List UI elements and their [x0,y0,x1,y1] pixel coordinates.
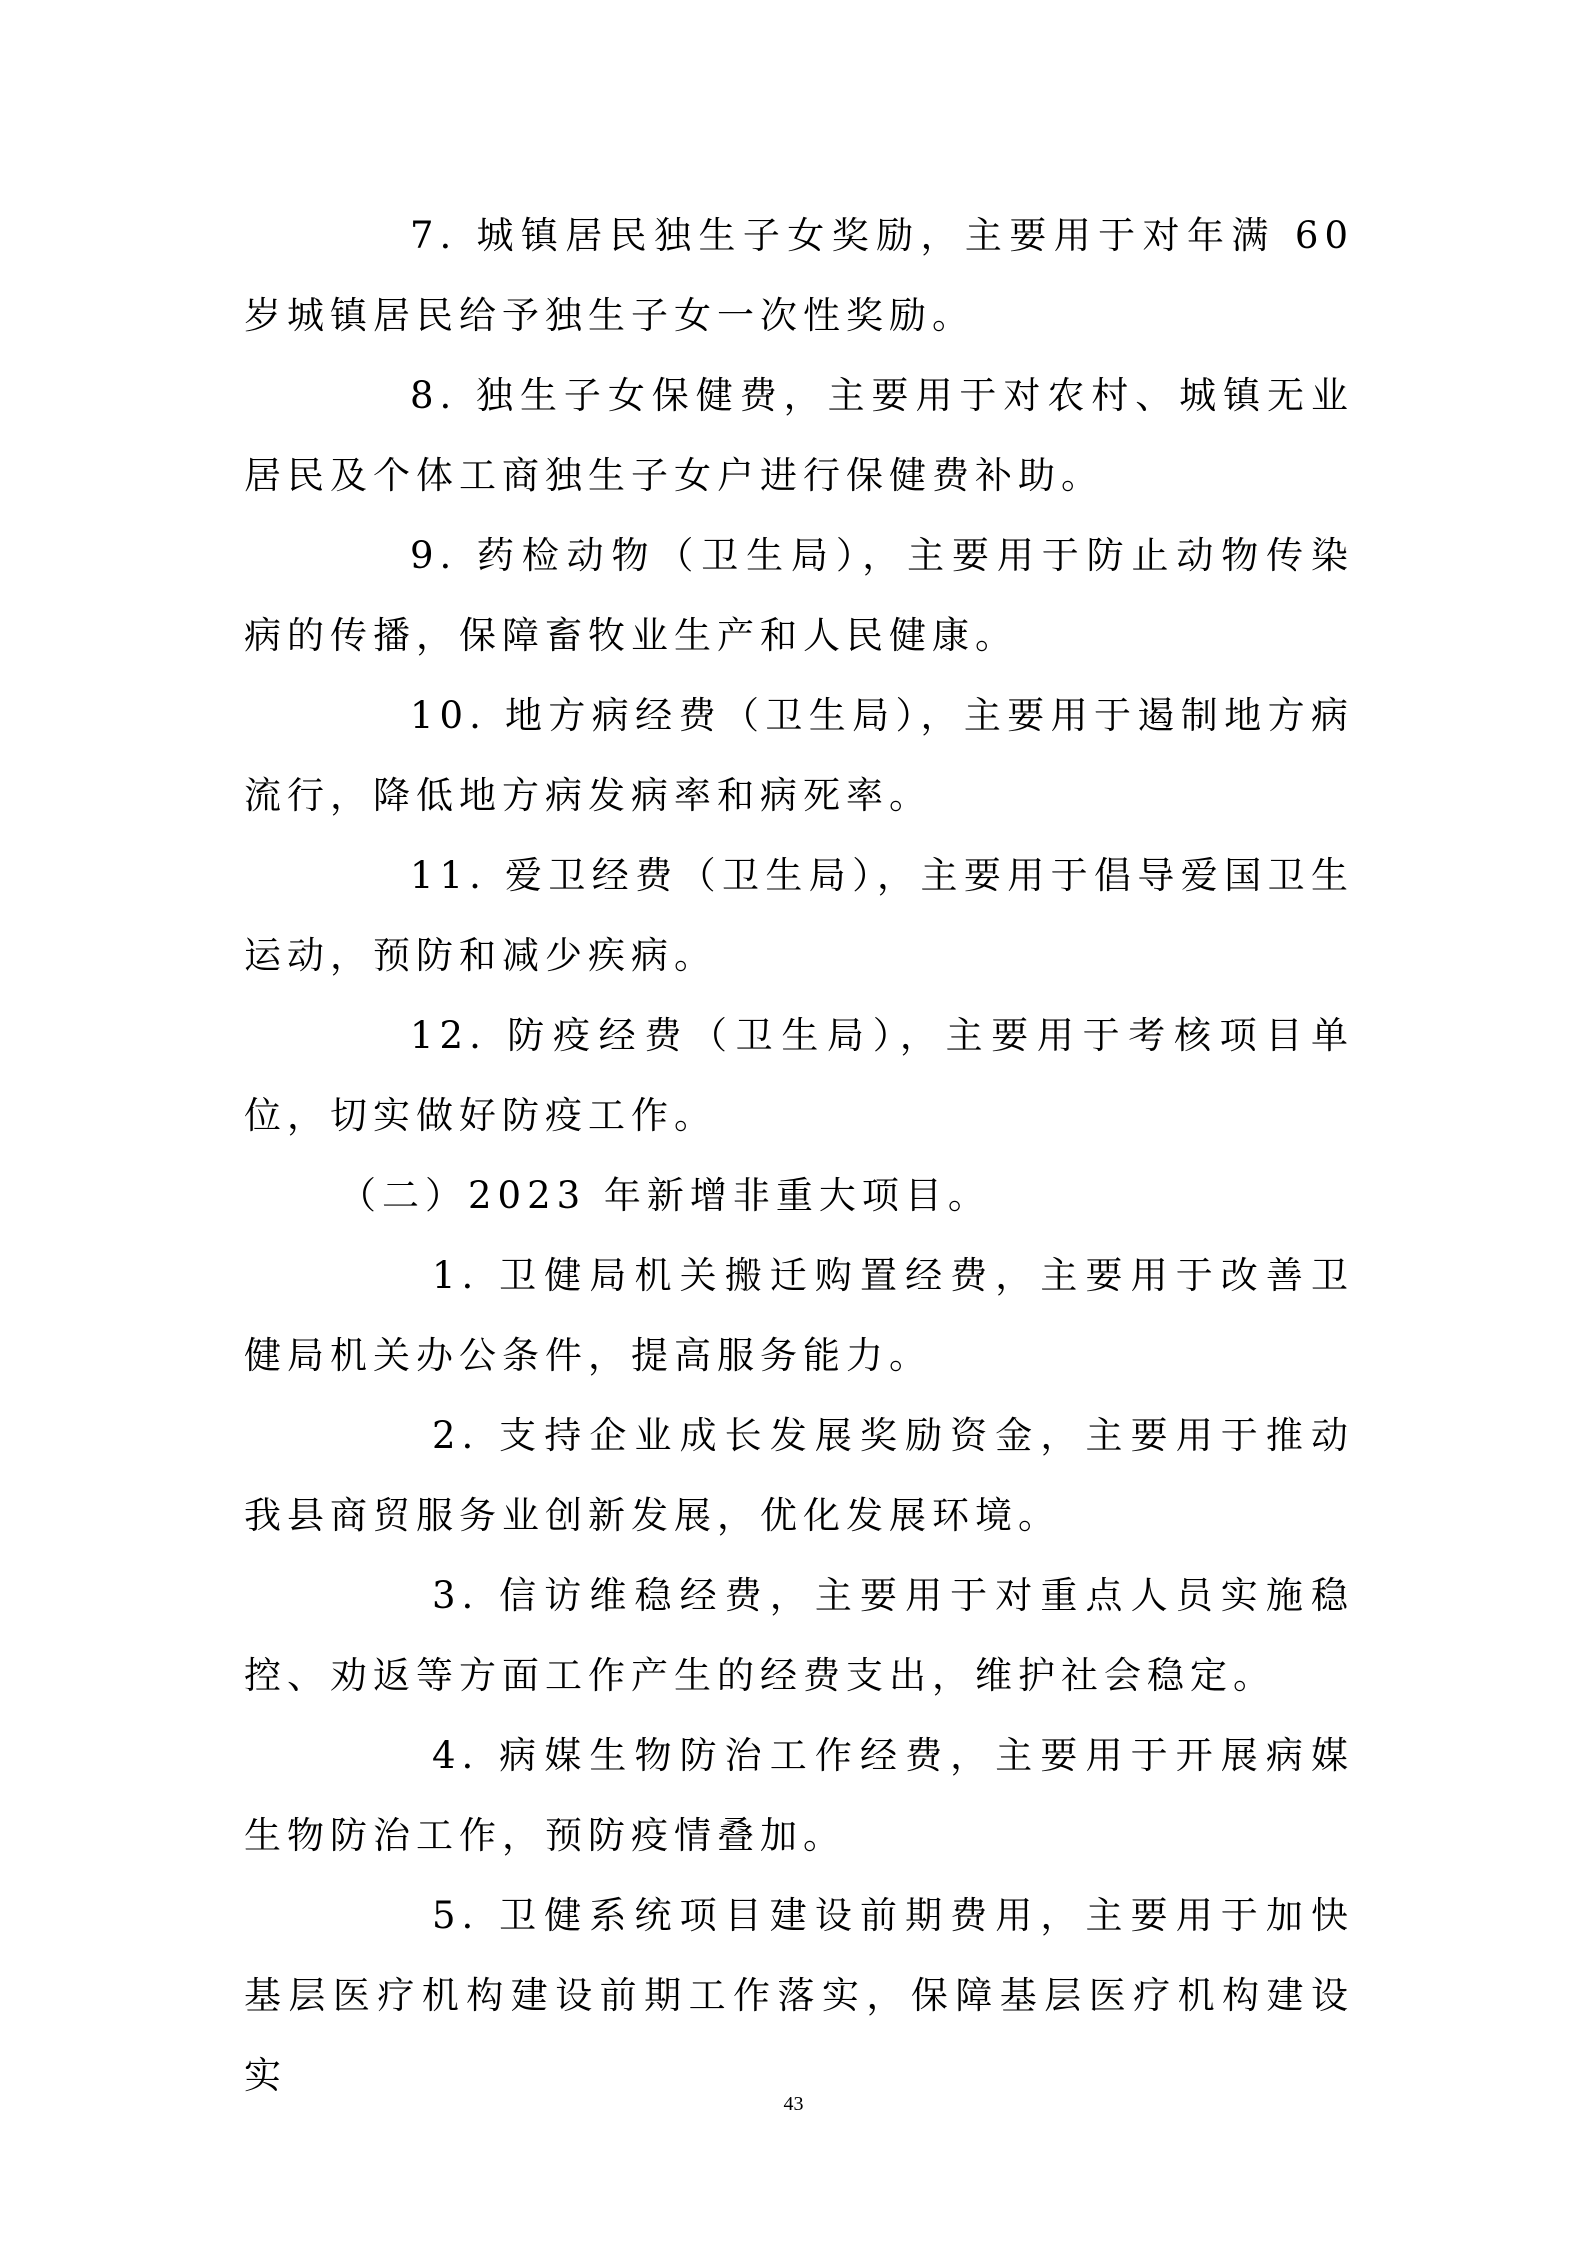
paragraph-new-item-2: 2. 支持企业成长发展奖励资金，主要用于推动我县商贸服务业创新发展，优化发展环境。 [244,1414,1354,1537]
paragraph-new-item-4: 4. 病媒生物防治工作经费，主要用于开展病媒生物防治工作，预防疫情叠加。 [244,1734,1354,1857]
page-number: 43 [783,2093,804,2115]
paragraph-item-8: 8. 独生子女保健费，主要用于对农村、城镇无业居民及个体工商独生子女户进行保健费补助。 [244,374,1354,497]
paragraph-new-item-5: 5. 卫健系统项目建设前期费用，主要用于加快基层医疗机构建设前期工作落实，保障基层医疗机构建设实 [244,1894,1354,2097]
paragraph-new-item-3: 3. 信访维稳经费，主要用于对重点人员实施稳控、劝返等方面工作产生的经费支出，维护社会稳定。 [244,1574,1354,1697]
paragraph-new-item-1: 1. 卫健局机关搬迁购置经费，主要用于改善卫健局机关办公条件，提高服务能力。 [244,1254,1354,1377]
section-heading-2: （二）2023 年新增非重大项目。 [339,1174,991,1217]
paragraph-item-12: 12. 防疫经费（卫生局），主要用于考核项目单位，切实做好防疫工作。 [244,1014,1354,1137]
paragraph-item-7: 7. 城镇居民独生子女奖励，主要用于对年满 60 岁城镇居民给予独生子女一次性奖励。 [244,214,1354,337]
paragraph-item-9: 9. 药检动物（卫生局），主要用于防止动物传染病的传播，保障畜牧业生产和人民健康。 [244,534,1354,657]
document-body [244,196,1354,2116]
paragraph-item-11: 11. 爱卫经费（卫生局），主要用于倡导爱国卫生运动，预防和减少疾病。 [244,854,1354,977]
paragraph-item-10: 10. 地方病经费（卫生局），主要用于遏制地方病流行，降低地方病发病率和病死率。 [244,694,1354,817]
